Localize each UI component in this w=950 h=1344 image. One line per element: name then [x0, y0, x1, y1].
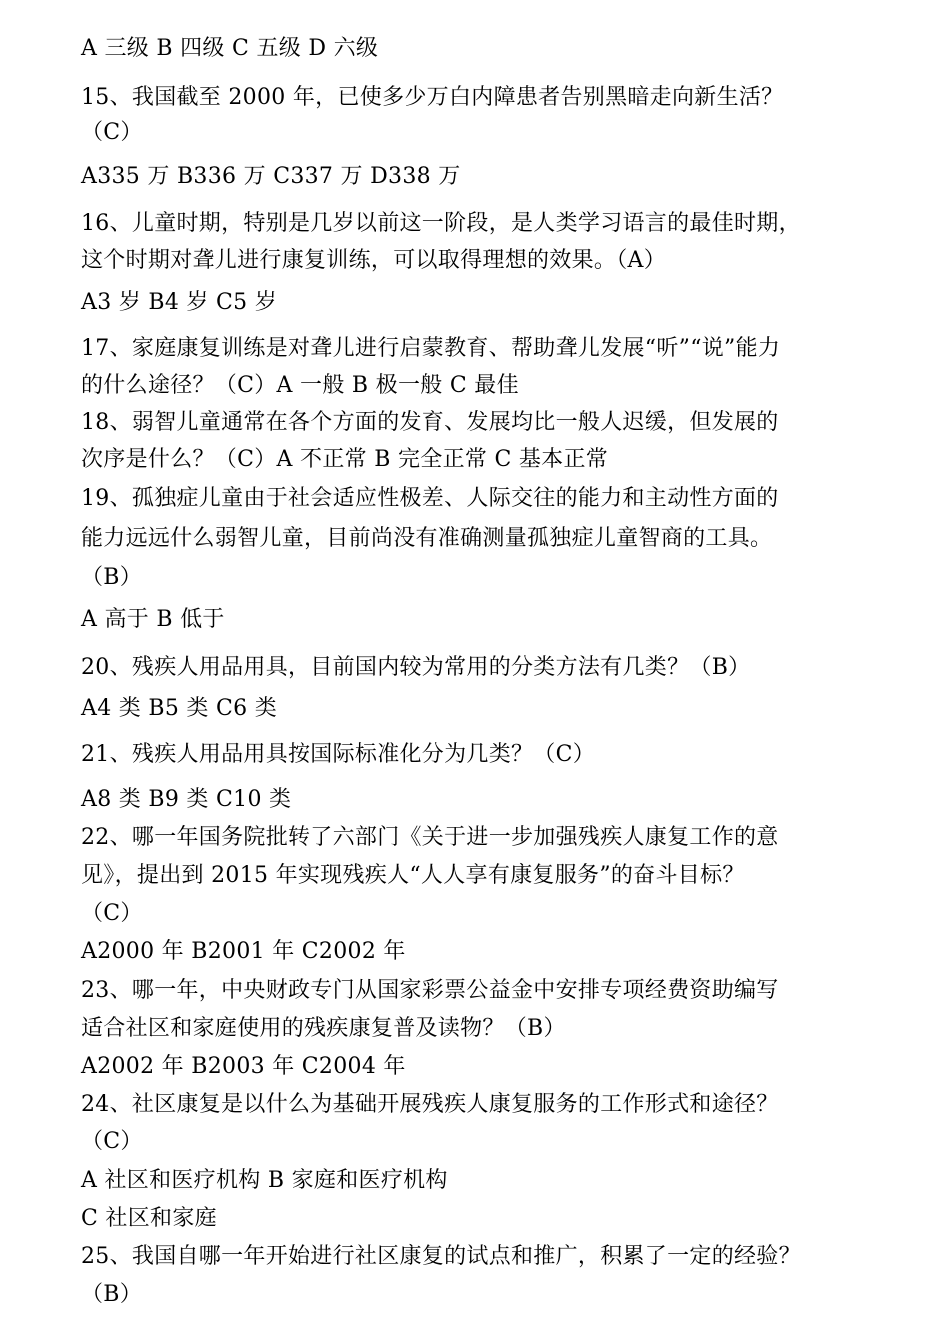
question-22-answer: （C） [81, 901, 143, 926]
question-19-answer: （B） [81, 565, 143, 590]
question-25-answer: （B） [81, 1282, 143, 1307]
question-24-answer: （C） [81, 1129, 143, 1154]
question-23-line-2: 适合社区和家庭使用的残疾康复普及读物？（B） [81, 1016, 566, 1041]
question-22-line-2: 见》，提出到 2015 年实现残疾人“人人享有康复服务”的奋斗目标？ [81, 863, 745, 888]
question-16-line-1: 16、儿童时期，特别是几岁以前这一阶段，是人类学习语言的最佳时期， [81, 211, 801, 236]
answer-options-24-line-2: C 社区和家庭 [81, 1206, 217, 1231]
question-18-line-1: 18、弱智儿童通常在各个方面的发育、发展均比一般人迟缓，但发展的 [81, 410, 779, 435]
answer-options-24-line-1: A 社区和医疗机构 B 家庭和医疗机构 [81, 1168, 448, 1193]
question-18-line-2: 次序是什么？（C）A 不正常 B 完全正常 C 基本正常 [81, 447, 609, 472]
question-24: 24、社区康复是以什么为基础开展残疾人康复服务的工作形式和途径？ [81, 1092, 779, 1117]
answer-options-22: A2000 年 B2001 年 C2002 年 [81, 939, 406, 964]
question-17-line-1: 17、家庭康复训练是对聋儿进行启蒙教育、帮助聋儿发展“听”“说”能力 [81, 336, 781, 361]
question-17-line-2: 的什么途径？（C）A 一般 B 极一般 C 最佳 [81, 373, 519, 398]
answer-options-15: A335 万 B336 万 C337 万 D338 万 [81, 164, 461, 189]
question-16-line-2: 这个时期对聋儿进行康复训练，可以取得理想的效果。（A） [81, 248, 666, 273]
answer-options-14: A 三级 B 四级 C 五级 D 六级 [81, 36, 379, 61]
question-15-line-1: 15、我国截至 2000 年，已使多少万白内障患者告别黑暗走向新生活？ [81, 85, 784, 110]
question-19-line-1: 19、孤独症儿童由于社会适应性极差、人际交往的能力和主动性方面的 [81, 486, 779, 511]
answer-options-23: A2002 年 B2003 年 C2004 年 [81, 1054, 406, 1079]
question-25: 25、我国自哪一年开始进行社区康复的试点和推广，积累了一定的经验？ [81, 1244, 801, 1269]
answer-options-19: A 高于 B 低于 [81, 607, 225, 632]
answer-options-21: A8 类 B9 类 C10 类 [81, 787, 292, 812]
answer-options-16: A3 岁 B4 岁 C5 岁 [81, 290, 278, 315]
question-22-line-1: 22、哪一年国务院批转了六部门《关于进一步加强残疾人康复工作的意 [81, 825, 779, 850]
question-21: 21、残疾人用品用具按国际标准化分为几类？（C） [81, 742, 596, 767]
question-23-line-1: 23、哪一年，中央财政专门从国家彩票公益金中安排专项经费资助编写 [81, 978, 779, 1003]
question-20: 20、残疾人用品用具，目前国内较为常用的分类方法有几类？（B） [81, 655, 751, 680]
answer-options-20: A4 类 B5 类 C6 类 [81, 696, 278, 721]
question-15-answer: （C） [81, 120, 143, 145]
question-19-line-2: 能力远远什么弱智儿童，目前尚没有准确测量孤独症儿童智商的工具。 [81, 526, 773, 551]
